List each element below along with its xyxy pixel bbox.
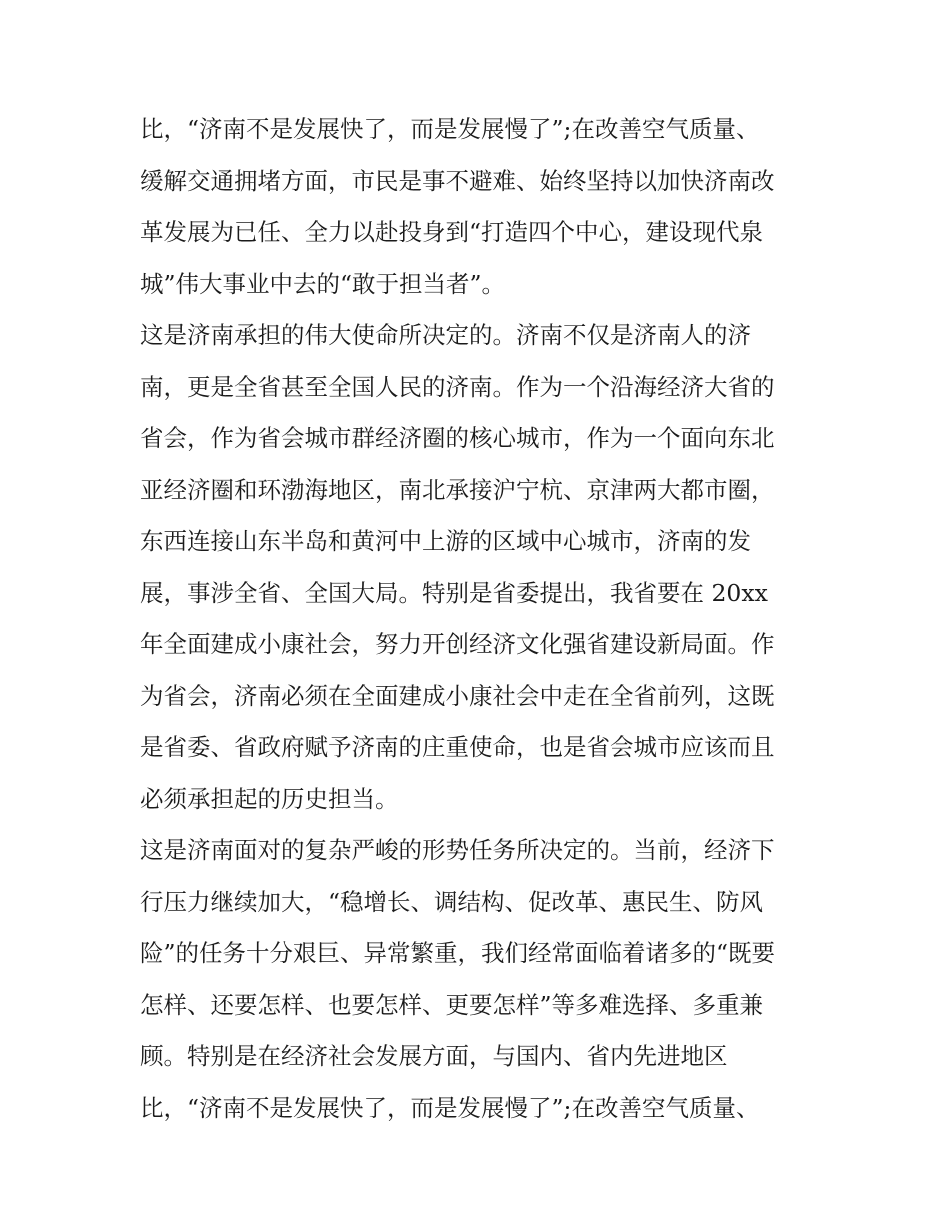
text-line: 这是济南承担的伟大使命所决定的。济南不仅是济南人的济 — [140, 321, 751, 349]
text-line: 怎样、还要怎样、也要怎样、更要怎样”等多难选择、多重兼 — [140, 990, 764, 1019]
text-line: 缓解交通拥堵方面，市民是事不避难、始终坚持以加快济南改 — [140, 166, 775, 195]
text-line: 展，事涉全省、全国大局。特别是省委提出，我省要在 20xx — [140, 578, 768, 607]
text-line: 比，“济南不是发展快了，而是发展慢了”;在改善空气质量、 — [140, 1093, 760, 1122]
text-line: 东西连接山东半岛和黄河中上游的区域中心城市，济南的发 — [140, 527, 751, 555]
text-line: 这是济南面对的复杂严峻的形势任务所决定的。当前，经济下 — [140, 836, 775, 864]
text-line: 省会，作为省会城市群经济圈的核心城市，作为一个面向东北 — [140, 424, 775, 452]
body-text — [140, 104, 830, 1134]
text-line: 城”伟大事业中去的“敢于担当者”。 — [140, 269, 506, 298]
text-line: 行压力继续加大，“稳增长、调结构、促改革、惠民生、防风 — [140, 887, 764, 916]
text-line: 顾。特别是在经济社会发展方面，与国内、省内先进地区 — [140, 1042, 728, 1070]
text-line: 亚经济圈和环渤海地区，南北承接沪宁杭、京津两大都市圈， — [140, 475, 775, 504]
text-line: 年全面建成小康社会，努力开创经济文化强省建设新局面。作 — [140, 630, 775, 658]
text-line: 必须承担起的历史担当。 — [140, 784, 399, 813]
text-line: 革发展为已任、全力以赴投身到“打造四个中心，建设现代泉 — [140, 218, 764, 246]
text-line: 险”的任务十分艰巨、异常繁重，我们经常面临着诸多的“既要 — [140, 939, 776, 967]
text-line: 是省委、省政府赋予济南的庄重使命，也是省会城市应该而且 — [140, 733, 775, 761]
text-line: 比，“济南不是发展快了，而是发展慢了”;在改善空气质量、 — [140, 115, 760, 143]
text-line: 为省会，济南必须在全面建成小康社会中走在全省前列，这既 — [140, 681, 775, 710]
text-line: 南，更是全省甚至全国人民的济南。作为一个沿海经济大省的 — [140, 372, 775, 401]
